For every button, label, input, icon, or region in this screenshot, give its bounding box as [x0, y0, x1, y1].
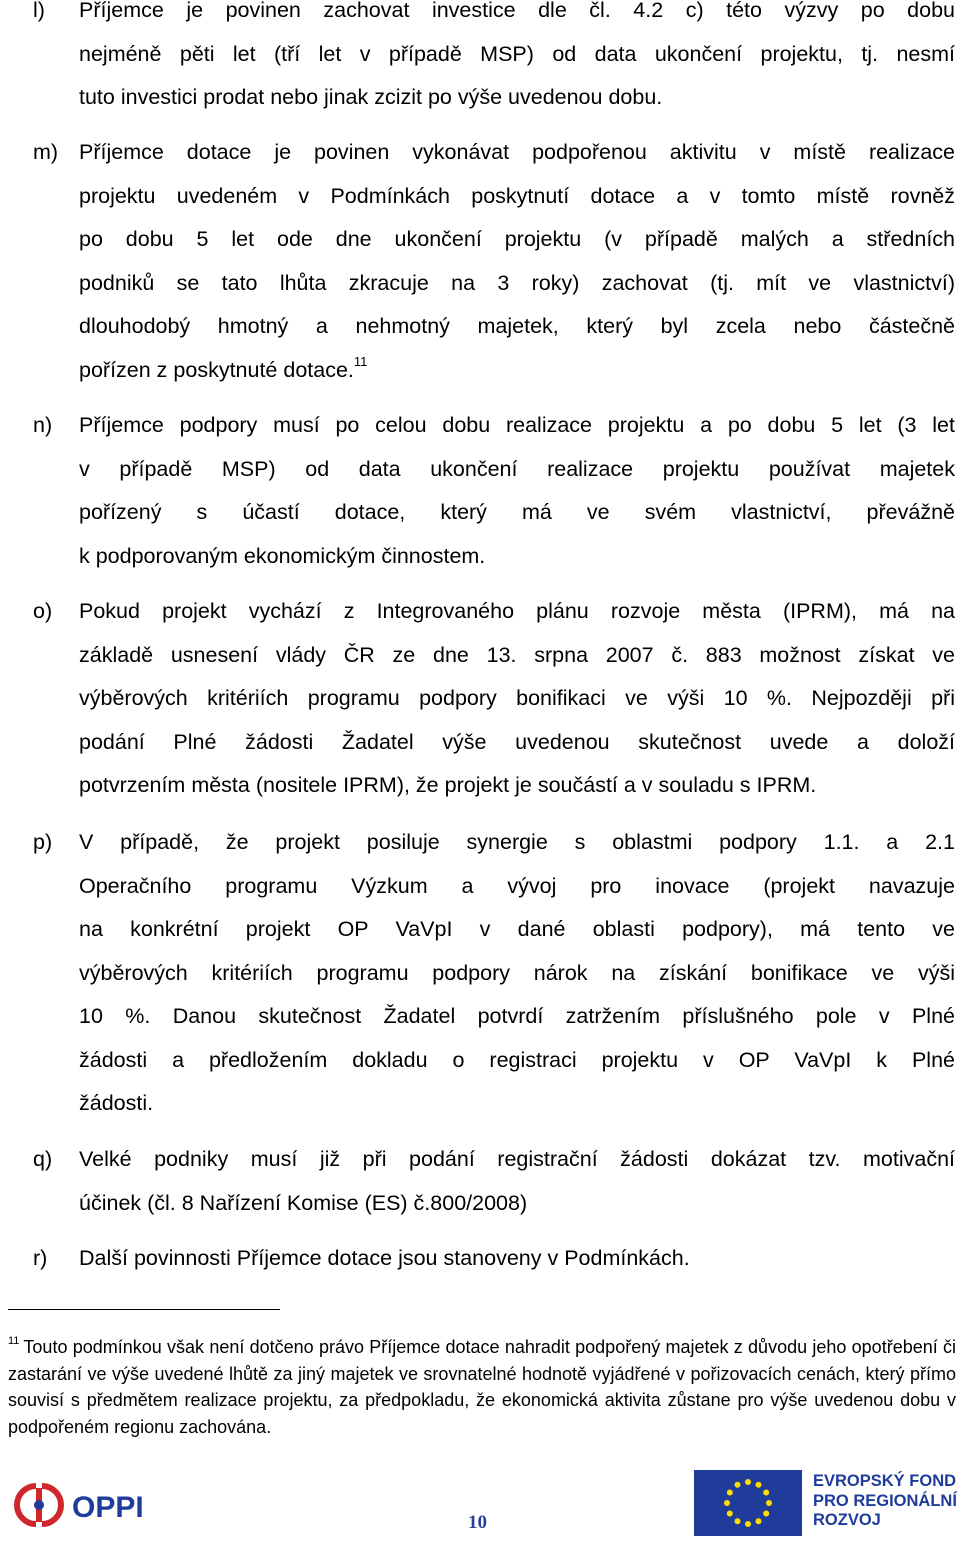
item-text [79, 821, 955, 1126]
footnote [8, 1334, 956, 1440]
text-line: Příjemce dotace je povinen vykonávat podpořenou aktivitu v místě realizace [79, 140, 955, 164]
oppi-logo [12, 1480, 172, 1535]
text-line: V případě, že projekt posiluje synergie s oblastmi podpory 1.1. a 2.1 [79, 830, 955, 854]
text-line: základě usnesení vlády ČR ze dne 13. srpna 2007 č. 883 možnost získat ve [79, 642, 955, 667]
item-letter: n) [33, 413, 53, 437]
text-line: na konkrétní projekt OP VaVpI v dané oblasti podpory), má tento ve [79, 917, 955, 941]
text-line: po dobu 5 let ode dne ukončení projektu (v případě malých a středních [79, 227, 955, 251]
text-line: 10 %. Danou skutečnost Žadatel potvrdí zatržením příslušného pole v Plné [79, 1004, 955, 1028]
text-line: Další povinnosti Příjemce dotace jsou stanoveny v Podmínkách. [79, 1246, 690, 1270]
item-letter: l) [33, 0, 45, 22]
text-line: Pokud projekt vychází z Integrovaného plánu rozvoje města (IPRM), má na [79, 599, 955, 623]
erdf-line: EVROPSKÝ FOND [813, 1472, 957, 1490]
eu-flag-icon [694, 1470, 802, 1536]
text-line: k podporovaným ekonomickým činnostem. [79, 543, 486, 568]
item-text [79, 0, 955, 120]
text-line: pořízený s účastí dotace, který má ve svém vlastnictví, převážně [79, 500, 955, 524]
text-line: v případě MSP) od data ukončení realizace projektu používat majetek [79, 456, 955, 481]
text-line: účinek (čl. 8 Nařízení Komise (ES) č.800/2008) [79, 1190, 528, 1215]
text-line: žádosti. [79, 1091, 154, 1115]
text-line: dlouhodobý hmotný a nehmotný majetek, který byl zcela nebo částečně [79, 314, 955, 338]
oppi-logo-icon [12, 1480, 172, 1530]
item-letter: r) [33, 1246, 48, 1270]
item-letter: o) [33, 599, 53, 623]
text-line: výběrových kritériích programu podpory nárok na získání bonifikace ve výši [79, 960, 955, 985]
text-line: tuto investici prodat nebo jinak zcizit po výše uvedenou dobu. [79, 85, 663, 109]
text-line: žádosti a předložením dokladu o registraci projektu v OP VaVpI k Plné [79, 1047, 955, 1072]
page-number: 10 [468, 1512, 487, 1533]
text-line: nejméně pěti let (tří let v případě MSP) od data ukončení projektu, tj. nesmí [79, 41, 955, 66]
oppi-logo-text: OPPI [72, 1491, 144, 1524]
text-line: projektu uvedeném v Podmínkách poskytnutí dotace a v tomto místě rovněž [79, 183, 955, 208]
footnote-text: Touto podmínkou však není dotčeno právo Příjemce dotace nahradit podpořený majetek z důvodu jeho opotřebení či zastarání ve výše uvedené lhůtě za jiný majetek ve srovnatelné hodnotě vyjádřené v pořizovacích cenách, který přímo souvisí s předmětem realizace projektu, za předpokladu, že ekonomická aktivita zůstane pro výše uvedenou dobu v podpořeném regionu zachována. [8, 1337, 956, 1437]
text-line: podání Plné žádosti Žadatel výše uvedenou skutečnost uvede a doloží [79, 729, 955, 754]
item-text [79, 1237, 955, 1281]
footnote-ref[interactable]: 11 [353, 353, 368, 369]
item-letter: q) [33, 1147, 53, 1171]
item-letter: p) [33, 830, 53, 854]
item-text [79, 131, 955, 392]
text-line-last [79, 349, 955, 393]
text-line: Operačního programu Výzkum a vývoj pro inovace (projekt navazuje [79, 873, 955, 898]
text-line: pořízen z poskytnuté dotace. [79, 357, 354, 382]
erdf-line: PRO REGIONÁLNÍ [813, 1491, 957, 1510]
page-footer [0, 1466, 960, 1541]
footnote-number: 11 [8, 1335, 20, 1347]
text-line: Velké podniky musí již při podání registrační žádosti dokázat tzv. motivační [79, 1147, 955, 1171]
item-text [79, 1138, 955, 1225]
text-line: podniků se tato lhůta zkracuje na 3 roky) zachovat (tj. mít ve vlastnictví) [79, 270, 955, 295]
text-line: výběrových kritériích programu podpory bonifikaci ve výši 10 %. Nejpozději při [79, 686, 955, 710]
item-text [79, 590, 955, 808]
text-line: potvrzením města (nositele IPRM), že projekt je součástí a v souladu s IPRM. [79, 773, 817, 797]
text-line: Příjemce podpory musí po celou dobu realizace projektu a po dobu 5 let (3 let [79, 413, 955, 437]
item-letter: m) [33, 140, 59, 164]
erdf-line: ROZVOJ [813, 1511, 881, 1529]
erdf-logo-text [813, 1472, 957, 1531]
item-text [79, 404, 955, 578]
footnote-separator [8, 1309, 280, 1310]
text-line: Příjemce je povinen zachovat investice dle čl. 4.2 c) této výzvy po dobu [79, 0, 955, 22]
